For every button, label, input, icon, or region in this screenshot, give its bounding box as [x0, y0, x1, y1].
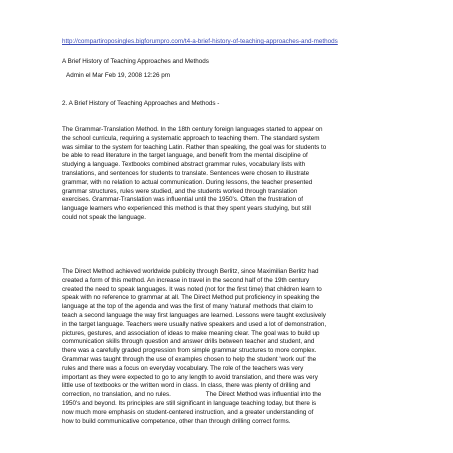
paragraph-line: there was a carefully graded progression from simple grammar structures to more complex.: [62, 347, 317, 355]
paragraph-line: teach a second language the way first languages are learned. Lessons were taught exclusively: [62, 311, 326, 319]
paragraph-line: 1950's and beyond. Its principles are still significant in language teaching today, but there is: [62, 399, 317, 407]
paragraph-line: exercises. Grammar-Translation was influential until the 1950's. Often the frustration of: [62, 196, 304, 204]
post-meta: Admin el Mar Feb 19, 2008 12:26 pm: [66, 72, 170, 79]
section-heading: 2. A Brief History of Teaching Approaches and Methods -: [62, 100, 220, 107]
paragraph-line: could not speak the language.: [62, 213, 147, 221]
paragraph-line: created the need to speak languages. It was noted (not for the first time) that children learn to: [62, 285, 322, 293]
paragraph-line: now much more emphasis on student-centered instruction, and a greater understanding of: [62, 408, 314, 416]
paragraph-line: was similar to the system for teaching Latin. Rather than speaking, the goal was for students to: [62, 143, 327, 151]
paragraph-line: important as they were expected to go to any length to avoid translation, and there was very: [62, 373, 318, 381]
paragraph-line: language learners who experienced this method is that they spent years studying, but still: [62, 205, 311, 213]
paragraph-line: rules and there was a focus on everyday vocabulary. The role of the teachers was very: [62, 364, 304, 372]
paragraph-line: correction, no translation, and no rules. The Direct Method was influential into the: [62, 391, 322, 399]
document-title: A Brief History of Teaching Approaches and Methods: [62, 58, 209, 65]
paragraph-line: grammar, with no relation to actual communication. During lessons, the teacher presented: [62, 178, 313, 186]
paragraph-line: translations, and sentences for students to translate. Sentences were chosen to illustrate: [62, 169, 310, 177]
paragraph-line: in the target language. Teachers were usually native speakers and used a lot of demonstration,: [62, 320, 327, 328]
source-url-link[interactable]: http://compartiroposingles.bigforumpro.com/t4-a-brief-history-of-teaching-approaches-and-methods: [62, 38, 338, 45]
paragraph-line: communication skills through question and answer drills between teacher and student, and: [62, 338, 315, 346]
paragraph-line: Grammar was taught through the use of examples chosen to help the student 'work out' the: [62, 355, 317, 363]
paragraph-line: the school curricula, requiring a systematic approach to teaching them. The standard system: [62, 134, 320, 142]
paragraph-line: how to build communicative competence, other than through drilling correct forms.: [62, 417, 291, 425]
paragraph-line: studying a language. Textbooks combined abstract grammar rules, vocabulary lists with: [62, 161, 306, 169]
paragraph-direct-method: [62, 268, 402, 426]
paragraph-line: The Grammar-Translation Method. In the 18th century foreign languages started to appear on: [62, 126, 323, 133]
paragraph-line: The Direct Method achieved worldwide publicity through Berlitz, since Maximilian Berlitz had: [62, 268, 319, 275]
paragraph-grammar-translation: [62, 126, 402, 223]
paragraph-line: pictures, gestures, and association of ideas to make meaning clear. The goal was to build up: [62, 329, 320, 337]
paragraph-line: grammar structures, rules were studied, and the students worked through translation: [62, 187, 298, 195]
paragraph-line: little use of textbooks or the written word in class. In class, there was plenty of drilling and: [62, 382, 311, 390]
paragraph-line: be able to read literature in the target language, and benefit from the mental discipline of: [62, 152, 308, 160]
paragraph-line: language at the top of the agenda and was the first of many 'natural' methods that claim to: [62, 303, 313, 311]
paragraph-line: speak with no reference to grammar at all. The Direct Method put proficiency in speaking the: [62, 294, 320, 302]
paragraph-line: created a form of this method. An increase in travel in the second half of the 19th century: [62, 276, 310, 284]
